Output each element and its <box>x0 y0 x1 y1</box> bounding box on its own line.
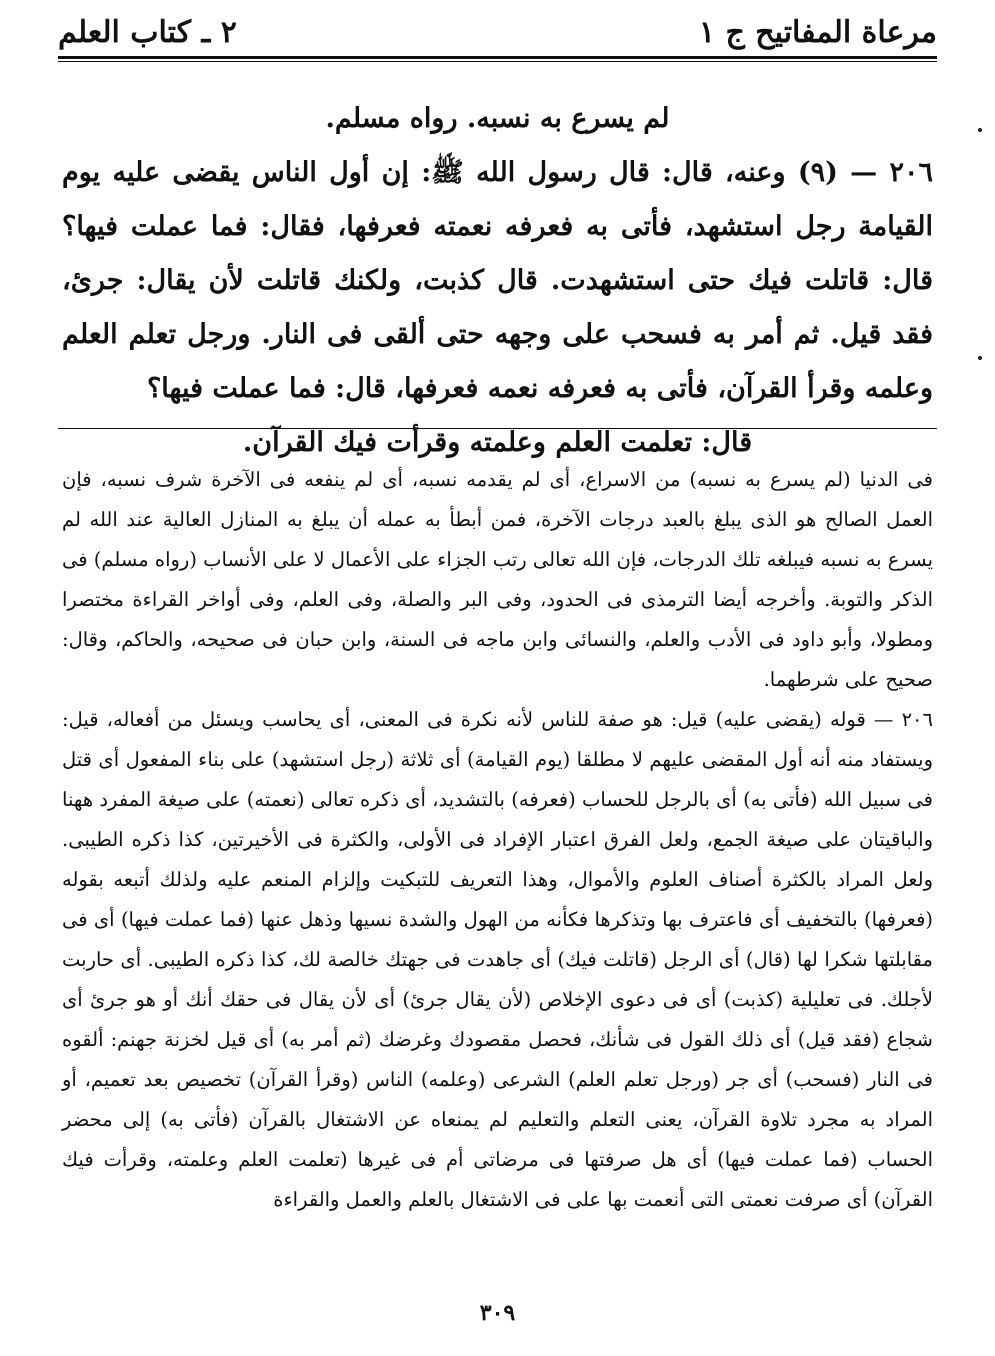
hadith-closing-line: قال: تعلمت العلم وعلمته وقرأت فيك القرآن. <box>242 427 753 458</box>
commentary-paragraph: ٢٠٦ — قوله (يقضى عليه) قيل: هو صفة للناس لأنه نكرة فى المعنى، أى يحاسب ويسئل من أفعاله، قيل: ويستفاد منه أنه أول المقضى عليهم لا مطلقا (يوم القيامة) أى ثلاثة (رجل استشهد) على بناء المفعول أى قتل فى سبيل الله (فأتى به) أى بالرجل للحساب (فعرفه) بالتشديد، أى ذكره تعالى (نعمته) على صيغة المفرد ههنا والباقيتان على صيغة الجمع، ولعل الفرق اعتبار الإفراد فى الأولى، والكثرة فى الأخيرتين، كذا ذكره الطيبى. ولعل المراد بالكثرة أصناف العلوم والأموال، وهذا التعريف للتبكيت وإلزام المنعم عليه ولذلك أتبعه بقوله (فعرفها) بالتخفيف أى فاعترف بها وتذكرها فكأنه من الهول والشدة نسيها وذهل عنها (فما عملت فيها) أى فى مقابلتها شكرا لها (قال) أى الرجل (قاتلت فيك) أى جاهدت فى جهتك خالصة لك، كذا ذكره الطيبى. أى حاربت لأجلك. فى تعليلية (كذبت) أى فى دعوى الإخلاص (لأن يقال جرئ) أى لأن يقال فى حقك أنك أو هو جرئ أى شجاع (فقد قيل) أى ذلك القول فى شأنك، فحصل مقصودك وغرضك (ثم أمر به) أى قيل لخزنة جهنم: ألقوه فى النار (فسحب) أى جر (ورجل تعلم العلم) الشرعى (وعلمه) الناس (وقرأ القرآن) تخصيص بعد تعميم، أو المراد به مجرد تلاوة القرآن، يعنى التعلم والتعليم لم يمنعاه عن الاشتغال بالقرآن (فأتى به) إلى محضر الحساب (فما عملت فيها) أى هل صرفتها فى مرضاتى أم فى غيرها (تعلمت العلم وعلمته، وقرأت فيك القرآن) أى صرفت نعمتى التى أنعمت بها على فى الاشتغال بالعلم والعمل والقراءة <box>62 708 933 1211</box>
running-header <box>58 12 937 52</box>
section-divider <box>58 428 937 429</box>
hadith-text <box>62 92 933 470</box>
margin-mark <box>978 128 982 132</box>
book-title: مرعاة المفاتيح ج ١ <box>698 14 937 50</box>
page-number: ٣٠٩ <box>479 1300 516 1326</box>
commentary-paragraph: فى الدنيا (لم يسرع به نسبه) من الاسراع، أى لم يقدمه نسبه، أى لم ينفعه فى الآخرة شرف نسبه، فإن العمل الصالح هو الذى يبلغ بالعبد درجات الآخرة، فمن أبطأ به عمله أن يبلغ به المنازل العالية عند الله لم يسرع به نسبه فيبلغه تلك الدرجات، فإن الله تعالى رتب الجزاء على الأعمال لا على الأنساب (رواه مسلم) فى الذكر والتوبة. وأخرجه أيضا الترمذى فى الحدود، وفى البر والصلة، وفى العلم، وفى أواخر القراءة مختصرا ومطولا، وأبو داود فى الأدب والعلم، والنسائى وابن ماجه فى السنة، وابن حبان فى صحيحه، والحاكم، وقال: صحيح على شرطهما. <box>62 468 933 691</box>
margin-mark <box>978 356 982 360</box>
hadith-body: ٢٠٦ — (٩) وعنه، قال: قال رسول الله ﷺ: إن أول الناس يقضى عليه يوم القيامة رجل استشهد، فأتى به فعرفه نعمته فعرفها، فقال: فما عملت فيها؟ قال: قاتلت فيك حتى استشهدت. قال كذبت، ولكنك قاتلت لأن يقال: جرئ، فقد قيل. ثم أمر به فسحب على وجهه حتى ألقى فى النار. ورجل تعلم العلم وعلمه وقرأ القرآن، فأتى به فعرفه نعمه فعرفها، قال: فما عملت فيها؟ <box>62 157 933 404</box>
commentary-text <box>62 460 933 1220</box>
section-title: ٢ ـ كتاب العلم <box>58 14 237 50</box>
hadith-opening-line: لم يسرع به نسبه. رواه مسلم. <box>325 103 670 134</box>
header-rule <box>58 56 937 59</box>
header-rule-thin <box>58 61 937 62</box>
